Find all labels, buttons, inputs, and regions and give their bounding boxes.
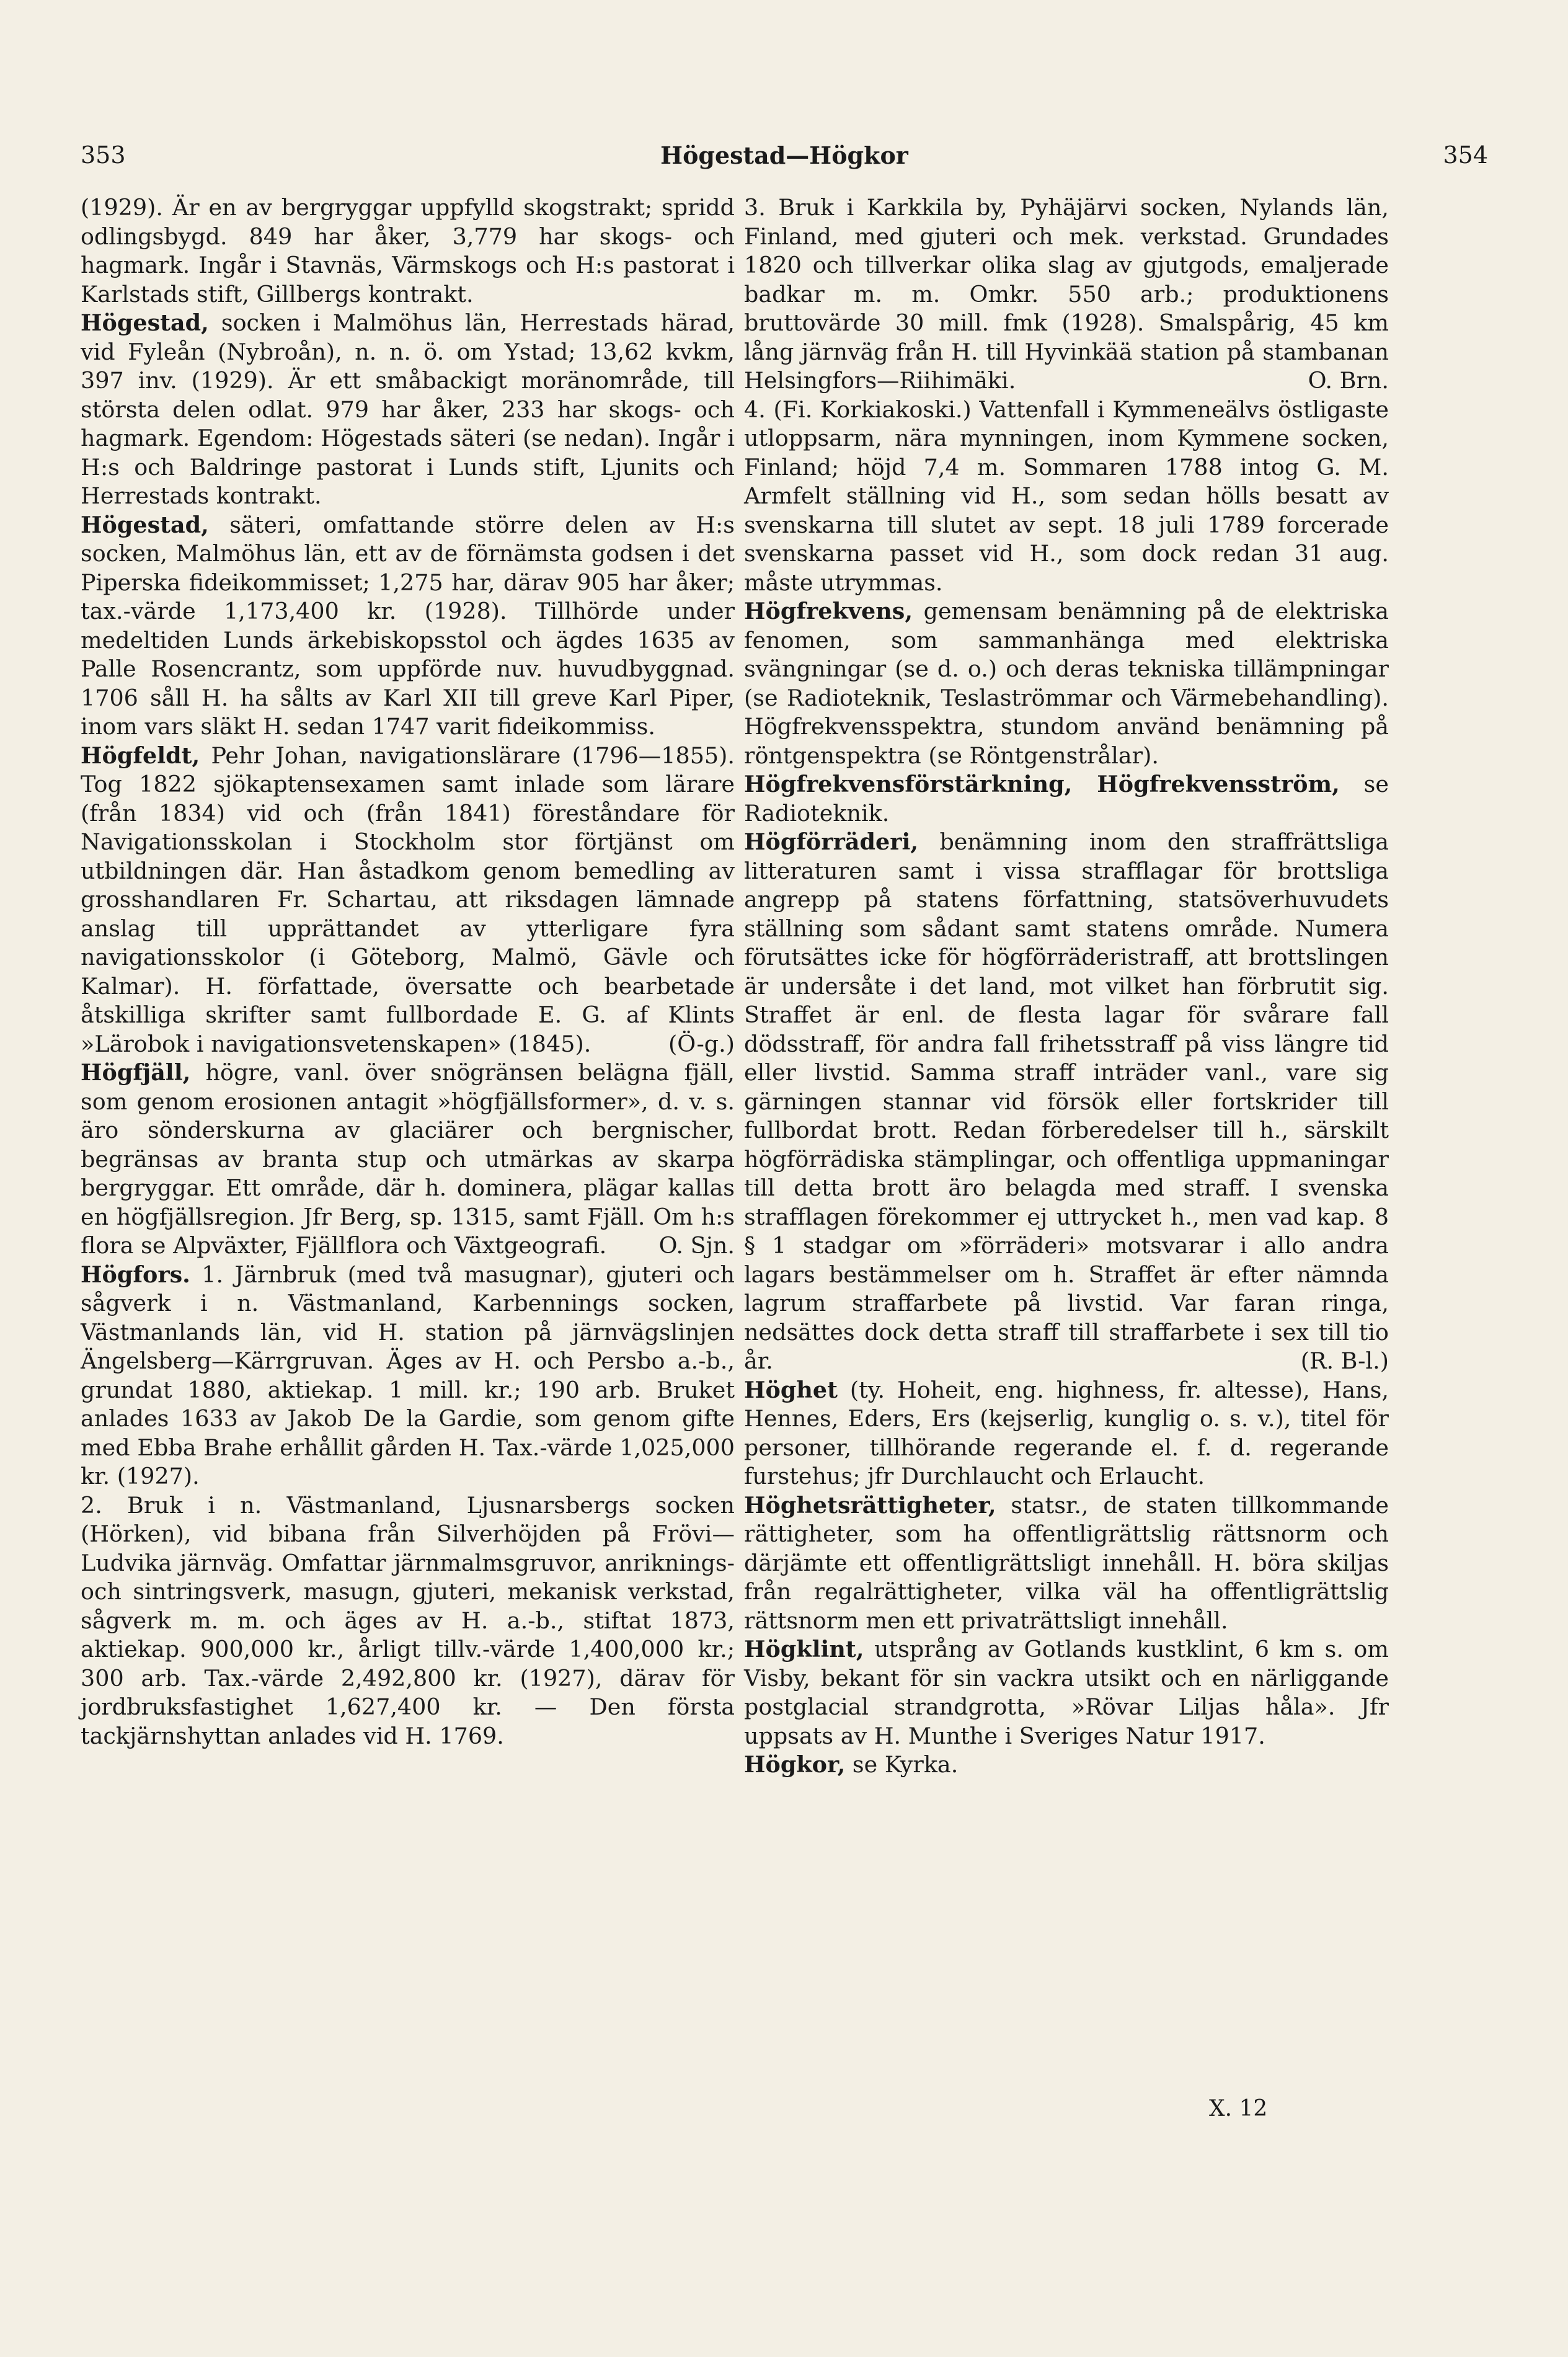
entry-head: Högfrekvensförstärkning, Högfrekvensström, [744,771,1340,797]
page-number-left: 353 [81,141,126,169]
signature-mark: X. 12 [1209,2096,1268,2121]
page-header [81,141,1488,179]
entry-text: (ty. Hoheit, eng. highness, fr. altesse), Hans, Hennes, Eders, Ers (kejserlig, kunglig o. s. v.), titel för personer, tillhörande regerande el. f. d. regerande furstehus; jfr Durchlaucht och Erlaucht. [744,1376,1389,1489]
entry [744,396,1389,598]
entry-head: Högkor, [744,1751,846,1778]
entry [744,828,1389,1376]
entry [744,1635,1389,1751]
entry-text: statsr., de staten tillkommande rättigheter, som ha offentligrättslig rättsnorm och därjämte ett offentligrättsligt innehåll. H. böra skiljas från regalrättigheter, vilka väl ha offentligrättslig rättsnorm men ett privaträttsligt innehåll. [744,1491,1389,1634]
entry [81,1491,735,1751]
right-column [744,193,1389,1780]
entry-text: säteri, omfattande större delen av H:s socken, Malmöhus län, ett av de förnämsta godsen i det Piperska fideikommisset; 1,275 har, därav 905 har åker; tax.-värde 1,173,400 kr. (1928). Tillhörde under medeltiden Lunds ärkebiskopsstol och ägdes 1635 av Palle Rosencrantz, som uppförde nuv. huvudbyggnad. 1706 såll H. ha sålts av Karl XII till greve Karl Piper, inom vars släkt H. sedan 1747 varit fideikommiss. [81,511,735,740]
entry [744,1376,1389,1491]
entry [81,1261,735,1491]
entry-head: Högestad, [81,309,209,336]
entry-text: benämning inom den straffrättsliga litteraturen samt i vissa strafflagar för brottsliga angrepp på statens författning, statsöverhuvudets ställning som sådant samt statens område. Numera förutsättes icke för högförräderistraff, att brottslingen är undersåte i det land, mot vilket han förbrutit sig. Straffet är enl. de flesta lagar för svårare fall dödsstraff, för andra fall frihetsstraff på viss längre tid eller livstid. Samma straff inträder vanl., vare sig gärningen stannar vid försök eller fortskrider till fullbordat brott. Redan förberedelser till h., särskilt högförrädiska stämplingar, och offentliga uppmaningar till detta brott äro belagda med straff. I svenska strafflagen förekommer ej uttrycket h., men vad kap. 8 § 1 stadgar om »förräderi» motsvarar i allo andra lagars bestämmelser om h. Straffet är efter nämnda lagrum straffarbete på livstid. Var faran ringa, nedsättes dock detta straff till straffarbete i sex till tio år. [744,828,1389,1374]
entry-head: Högestad, [81,511,209,538]
entry-head: Högfrekvens, [744,598,913,624]
entry-text: (1929). Är en av bergryggar uppfylld skogstrakt; spridd odlingsbygd. 849 har åker, 3,779 har skogs- och hagmark. Ingår i Stavnäs, Värmskogs och H:s pastorat i Karlstads stift, Gillbergs kontrakt. [81,194,735,308]
entry-text: högre, vanl. över snögränsen belägna fjäll, som genom erosionen antagit »högfjällsformer», d. v. s. äro sönderskurna av glaciärer och bergnischer, begränsas av branta stup och utmärkas av skarpa bergryggar. Ett område, där h. dominera, plägar kallas en högfjällsregion. Jfr Berg, sp. 1315, samt Fjäll. Om h:s flora se Alpväxter, Fjällflora och Växtgeografi. [81,1059,735,1259]
entry-head: Högfors. [81,1261,190,1288]
entry [81,511,735,742]
left-column [81,193,735,1751]
entry-head: Höghetsrättigheter, [744,1491,996,1519]
entry-head: Högförräderi, [744,828,919,855]
entry-text: utsprång av Gotlands kustklint, 6 km s. om Visby, bekant för sin vackra utsikt och en närliggande postglacial strandgrotta, »Rövar Liljas håla». Jfr uppsats av H. Munthe i Sveriges Natur 1917. [744,1636,1389,1749]
entry-head: Högklint, [744,1636,864,1662]
entry [81,1059,735,1261]
entry-text: 4. (Fi. Korkiakoski.) Vattenfall i Kymmeneälvs östligaste utloppsarm, nära mynningen, inom Kymmene socken, Finland; höjd 7,4 m. Sommaren 1788 intog G. M. Armfelt ställning vid H., som sedan hölls besatt av svenskarna till slutet av sept. 18 juli 1789 forcerade svenskarna passet vid H., som dock redan 31 aug. måste utrymmas. [744,396,1389,596]
page-number-right: 354 [1443,141,1488,169]
entry-text: socken i Malmöhus län, Herrestads härad, vid Fyleån (Nybroån), n. n. ö. om Ystad; 13,62 kvkm, 397 inv. (1929). Är ett småbackigt moränområde, till största delen odlat. 979 har åker, 233 har skogs- och hagmark. Egendom: Högestads säteri (se nedan). Ingår i H:s och Baldringe pastorat i Lunds stift, Ljunits och Herrestads kontrakt. [81,309,735,509]
entry-head: Höghet [744,1376,838,1403]
entry [81,309,735,511]
entry-text: 3. Bruk i Karkkila by, Pyhäjärvi socken, Nylands län, Finland, med gjuteri och mek. verkstad. Grundades 1820 och tillverkar olika slag av gjutgods, emaljerade badkar m. m. Omkr. 550 arb.; produktionens bruttovärde 30 mill. fmk (1928). Smalspårig, 45 km lång järnväg från H. till Hyvinkää station på stambanan Helsingfors—Riihimäki. [744,194,1389,394]
entry-head: Högfeldt, [81,742,200,769]
entry-text: 1. Järnbruk (med två masugnar), gjuteri och sågverk i n. Västmanland, Karbennings socken, Västmanlands län, vid H. station på järnvägslinjen Ängelsberg—Kärrgruvan. Äges av H. och Persbo a.-b., grundat 1880, aktiekap. 1 mill. kr.; 190 arb. Bruket anlades 1633 av Jakob De la Gardie, som genom gifte med Ebba Brahe erhållit gården H. Tax.-värde 1,025,000 kr. (1927). [81,1261,735,1489]
author-signature: (Ö-g.) [668,1030,735,1057]
author-signature: O. Brn. [1308,367,1389,394]
entry [744,1751,1389,1780]
entry [744,1491,1389,1636]
entry [744,193,1389,396]
entry [744,770,1389,828]
entry-text: Pehr Johan, navigationslärare (1796—1855). Tog 1822 sjökaptensexamen samt inlade som lärare (från 1834) vid och (från 1841) föreståndare för Navigationsskolan i Stockholm stor förtjänst om utbildningen där. Han åstadkom genom bemedling av grosshandlaren Fr. Schartau, att riksdagen lämnade anslag till upprättandet av ytterligare fyra navigationsskolor (i Göteborg, Malmö, Gävle och Kalmar). H. författade, översatte och bearbetade åtskilliga skrifter samt fullbordade E. G. af Klints »Lärobok i navigationsvetenskapen» (1845). [81,742,735,1057]
entry [744,597,1389,770]
entry [81,193,735,309]
entry [81,742,735,1059]
entry-text: 2. Bruk i n. Västmanland, Ljusnarsbergs socken (Hörken), vid bibana från Silverhöjden på Frövi—Ludvika järnväg. Omfattar järnmalmsgruvor, anriknings- och sintringsverk, masugn, gjuteri, mekanisk verkstad, sågverk m. m. och äges av H. a.-b., stiftat 1873, aktiekap. 900,000 kr., årligt tillv.-värde 1,400,000 kr.; 300 arb. Tax.-värde 2,492,800 kr. (1927), därav för jordbruksfastighet 1,627,400 kr. — Den första tackjärnshyttan anlades vid H. 1769. [81,1491,735,1749]
entry-text: se Radioteknik. [744,771,1389,827]
running-title: Högestad—Högkor [660,141,908,169]
entry-text: se Kyrka. [845,1751,959,1778]
author-signature: O. Sjn. [658,1232,735,1259]
author-signature: (R. B-l.) [1300,1347,1389,1374]
entry-head: Högfjäll, [81,1059,191,1086]
entry-text: gemensam benämning på de elektriska fenomen, som sammanhänga med elektriska svängningar (se d. o.) och deras tekniska tillämpningar (se Radioteknik, Teslaströmmar och Värmebehandling). Högfrekvensspektra, stundom använd benämning på röntgenspektra (se Röntgenstrålar). [744,598,1389,769]
